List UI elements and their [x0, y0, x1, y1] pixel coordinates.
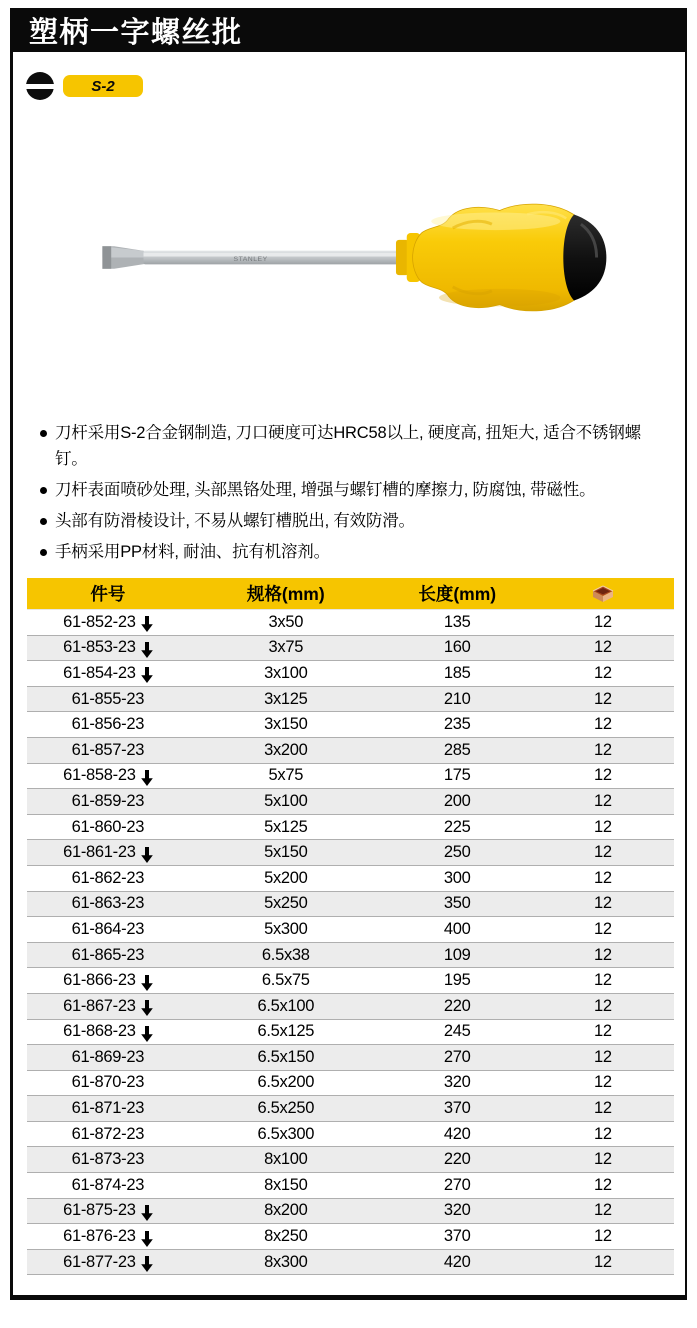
- table-row: [27, 840, 674, 866]
- length-cell: 270: [383, 1173, 532, 1199]
- table-header-row: [27, 578, 674, 610]
- length-cell: 135: [383, 610, 532, 636]
- part-number: 61-873-23: [71, 1150, 145, 1169]
- length-cell: 270: [383, 1045, 532, 1071]
- feature-list: [13, 420, 685, 565]
- table-row: [27, 1249, 674, 1275]
- qty-cell: 12: [532, 1019, 674, 1045]
- table-row: [27, 1147, 674, 1173]
- part-number: 61-874-23: [71, 1175, 145, 1194]
- spec-cell: 3x200: [189, 737, 383, 763]
- spec-cell: 6.5x38: [189, 942, 383, 968]
- part-number-cell: [27, 661, 189, 687]
- part-number-cell: [27, 1173, 189, 1199]
- spec-cell: 3x100: [189, 661, 383, 687]
- qty-cell: 12: [532, 763, 674, 789]
- qty-cell: 12: [532, 1147, 674, 1173]
- spec-cell: 3x50: [189, 610, 383, 636]
- page-title-bar: [13, 8, 685, 52]
- part-number: 61-866-23: [63, 971, 136, 990]
- length-cell: 235: [383, 712, 532, 738]
- catalog-page-frame: [10, 8, 687, 1300]
- qty-cell: 12: [532, 1096, 674, 1122]
- part-number: 61-859-23: [71, 791, 145, 810]
- qty-cell: 12: [532, 1173, 674, 1199]
- length-cell: 160: [383, 635, 532, 661]
- part-number-cell: [27, 865, 189, 891]
- steel-grade-badge: [63, 75, 143, 97]
- part-number-cell: [27, 1198, 189, 1224]
- part-number-cell: [27, 968, 189, 994]
- table-row: [27, 1070, 674, 1096]
- length-cell: 420: [383, 1121, 532, 1147]
- steel-grade-label: S-2: [91, 77, 115, 95]
- qty-cell: 12: [532, 789, 674, 815]
- part-number-cell: [27, 1147, 189, 1173]
- part-number: 61-867-23: [63, 996, 136, 1015]
- qty-cell: 12: [532, 686, 674, 712]
- part-number-cell: [27, 635, 189, 661]
- page-title: 塑柄一字螺丝批: [29, 16, 243, 49]
- length-cell: 370: [383, 1096, 532, 1122]
- part-number: 61-858-23: [63, 766, 136, 785]
- spec-cell: 5x100: [189, 789, 383, 815]
- length-cell: 195: [383, 968, 532, 994]
- part-number-cell: [27, 1045, 189, 1071]
- part-number: 61-868-23: [63, 1022, 136, 1041]
- part-number: 61-875-23: [63, 1201, 136, 1220]
- table-row: [27, 942, 674, 968]
- table-row: [27, 712, 674, 738]
- part-number-cell: [27, 1224, 189, 1250]
- qty-cell: 12: [532, 993, 674, 1019]
- part-number-cell: [27, 942, 189, 968]
- down-arrow-icon: [141, 667, 153, 683]
- table-row: [27, 763, 674, 789]
- feature-item: 刀杆表面喷砂处理, 头部黑铬处理, 增强与螺钉槽的摩擦力, 防腐蚀, 带磁性。: [40, 477, 661, 503]
- table-row: [27, 1019, 674, 1045]
- qty-cell: 12: [532, 1198, 674, 1224]
- part-number: 61-876-23: [63, 1227, 136, 1246]
- table-row: [27, 993, 674, 1019]
- qty-cell: 12: [532, 610, 674, 636]
- table-row: [27, 1096, 674, 1122]
- spec-cell: 8x100: [189, 1147, 383, 1173]
- down-arrow-icon: [141, 847, 153, 863]
- part-number-cell: [27, 917, 189, 943]
- table-row: [27, 891, 674, 917]
- table-row: [27, 814, 674, 840]
- spec-cell: 8x150: [189, 1173, 383, 1199]
- part-number: 61-853-23: [63, 638, 136, 657]
- part-number-cell: [27, 686, 189, 712]
- col-header-length: 长度(mm): [383, 578, 532, 610]
- qty-cell: 12: [532, 865, 674, 891]
- length-cell: 420: [383, 1249, 532, 1275]
- part-number-cell: [27, 840, 189, 866]
- part-number-cell: [27, 712, 189, 738]
- part-number: 61-855-23: [71, 689, 145, 708]
- spec-cell: 3x125: [189, 686, 383, 712]
- length-cell: 400: [383, 917, 532, 943]
- qty-cell: 12: [532, 1121, 674, 1147]
- badge-row: [26, 72, 685, 100]
- length-cell: 250: [383, 840, 532, 866]
- part-number-cell: [27, 789, 189, 815]
- slotted-tip-icon: [26, 72, 54, 100]
- table-row: [27, 865, 674, 891]
- part-number: 61-871-23: [71, 1099, 145, 1118]
- spec-cell: 3x75: [189, 635, 383, 661]
- table-row: [27, 610, 674, 636]
- length-cell: 350: [383, 891, 532, 917]
- feature-item: 头部有防滑棱设计, 不易从螺钉槽脱出, 有效防滑。: [40, 508, 661, 534]
- part-number-cell: [27, 610, 189, 636]
- brand-text: STANLEY: [233, 255, 268, 263]
- length-cell: 220: [383, 993, 532, 1019]
- spec-cell: 5x300: [189, 917, 383, 943]
- length-cell: 210: [383, 686, 532, 712]
- part-number: 61-854-23: [63, 663, 136, 682]
- part-number-cell: [27, 737, 189, 763]
- part-number-cell: [27, 1121, 189, 1147]
- table-row: [27, 1198, 674, 1224]
- table-row: [27, 1224, 674, 1250]
- spec-cell: 8x200: [189, 1198, 383, 1224]
- length-cell: 185: [383, 661, 532, 687]
- part-number: 61-864-23: [71, 919, 145, 938]
- table-row: [27, 968, 674, 994]
- col-header-spec: 规格(mm): [189, 578, 383, 610]
- part-number-cell: [27, 763, 189, 789]
- part-number: 61-856-23: [71, 715, 145, 734]
- part-number-cell: [27, 1070, 189, 1096]
- part-number: 61-852-23: [63, 612, 136, 631]
- down-arrow-icon: [141, 642, 153, 658]
- table-row: [27, 789, 674, 815]
- length-cell: 109: [383, 942, 532, 968]
- down-arrow-icon: [141, 1205, 153, 1221]
- part-number-cell: [27, 1096, 189, 1122]
- qty-cell: 12: [532, 1224, 674, 1250]
- col-header-part: 件号: [27, 578, 189, 610]
- length-cell: 370: [383, 1224, 532, 1250]
- shaft: [144, 250, 404, 264]
- spec-cell: 5x150: [189, 840, 383, 866]
- down-arrow-icon: [141, 616, 153, 632]
- table-row: [27, 917, 674, 943]
- qty-cell: 12: [532, 1249, 674, 1275]
- qty-cell: 12: [532, 968, 674, 994]
- down-arrow-icon: [141, 1000, 153, 1016]
- length-cell: 175: [383, 763, 532, 789]
- down-arrow-icon: [141, 1026, 153, 1042]
- qty-cell: 12: [532, 942, 674, 968]
- qty-cell: 12: [532, 840, 674, 866]
- spec-cell: 5x200: [189, 865, 383, 891]
- spec-cell: 6.5x150: [189, 1045, 383, 1071]
- spec-cell: 6.5x250: [189, 1096, 383, 1122]
- length-cell: 220: [383, 1147, 532, 1173]
- spec-cell: 5x125: [189, 814, 383, 840]
- part-number: 61-869-23: [71, 1047, 145, 1066]
- qty-cell: 12: [532, 661, 674, 687]
- spec-cell: 6.5x100: [189, 993, 383, 1019]
- qty-cell: 12: [532, 737, 674, 763]
- spec-cell: 6.5x300: [189, 1121, 383, 1147]
- length-cell: 320: [383, 1070, 532, 1096]
- qty-cell: 12: [532, 891, 674, 917]
- spec-cell: 8x250: [189, 1224, 383, 1250]
- qty-cell: 12: [532, 1045, 674, 1071]
- part-number: 61-857-23: [71, 740, 145, 759]
- spec-cell: 8x300: [189, 1249, 383, 1275]
- length-cell: 200: [383, 789, 532, 815]
- part-number-cell: [27, 814, 189, 840]
- part-number-cell: [27, 1019, 189, 1045]
- down-arrow-icon: [141, 1256, 153, 1272]
- table-row: [27, 635, 674, 661]
- table-row: [27, 1121, 674, 1147]
- down-arrow-icon: [141, 975, 153, 991]
- slot-mark: [26, 84, 54, 89]
- part-number: 61-863-23: [71, 894, 145, 913]
- part-number: 61-865-23: [71, 945, 145, 964]
- table-row: [27, 1045, 674, 1071]
- part-number-cell: [27, 1249, 189, 1275]
- col-header-qty: [532, 578, 674, 610]
- spec-cell: 6.5x200: [189, 1070, 383, 1096]
- qty-cell: 12: [532, 712, 674, 738]
- qty-cell: 12: [532, 917, 674, 943]
- part-number: 61-870-23: [71, 1073, 145, 1092]
- part-number: 61-861-23: [63, 843, 136, 862]
- length-cell: 320: [383, 1198, 532, 1224]
- spec-cell: 5x75: [189, 763, 383, 789]
- down-arrow-icon: [141, 1231, 153, 1247]
- feature-item: 刀杆采用S-2合金钢制造, 刀口硬度可达HRC58以上, 硬度高, 扭矩大, 适合不锈钢螺钉。: [40, 420, 661, 472]
- qty-cell: 12: [532, 814, 674, 840]
- screwdriver-illustration: [84, 189, 614, 326]
- part-number-cell: [27, 993, 189, 1019]
- down-arrow-icon: [141, 770, 153, 786]
- qty-cell: 12: [532, 1070, 674, 1096]
- spec-cell: 3x150: [189, 712, 383, 738]
- length-cell: 245: [383, 1019, 532, 1045]
- qty-cell: 12: [532, 635, 674, 661]
- table-row: [27, 1173, 674, 1199]
- spec-cell: 6.5x125: [189, 1019, 383, 1045]
- part-number: 61-860-23: [71, 817, 145, 836]
- spec-cell: 5x250: [189, 891, 383, 917]
- part-number: 61-877-23: [63, 1252, 136, 1271]
- length-cell: 285: [383, 737, 532, 763]
- spec-cell: 6.5x75: [189, 968, 383, 994]
- packaging-box-icon: [591, 585, 615, 603]
- table-row: [27, 686, 674, 712]
- part-number: 61-862-23: [71, 868, 145, 887]
- part-number-cell: [27, 891, 189, 917]
- feature-item: 手柄采用PP材料, 耐油、抗有机溶剂。: [40, 539, 661, 565]
- table-row: [27, 737, 674, 763]
- length-cell: 300: [383, 865, 532, 891]
- product-image: [13, 100, 685, 414]
- spec-table: [27, 578, 674, 1275]
- part-number: 61-872-23: [71, 1124, 145, 1143]
- length-cell: 225: [383, 814, 532, 840]
- table-row: [27, 661, 674, 687]
